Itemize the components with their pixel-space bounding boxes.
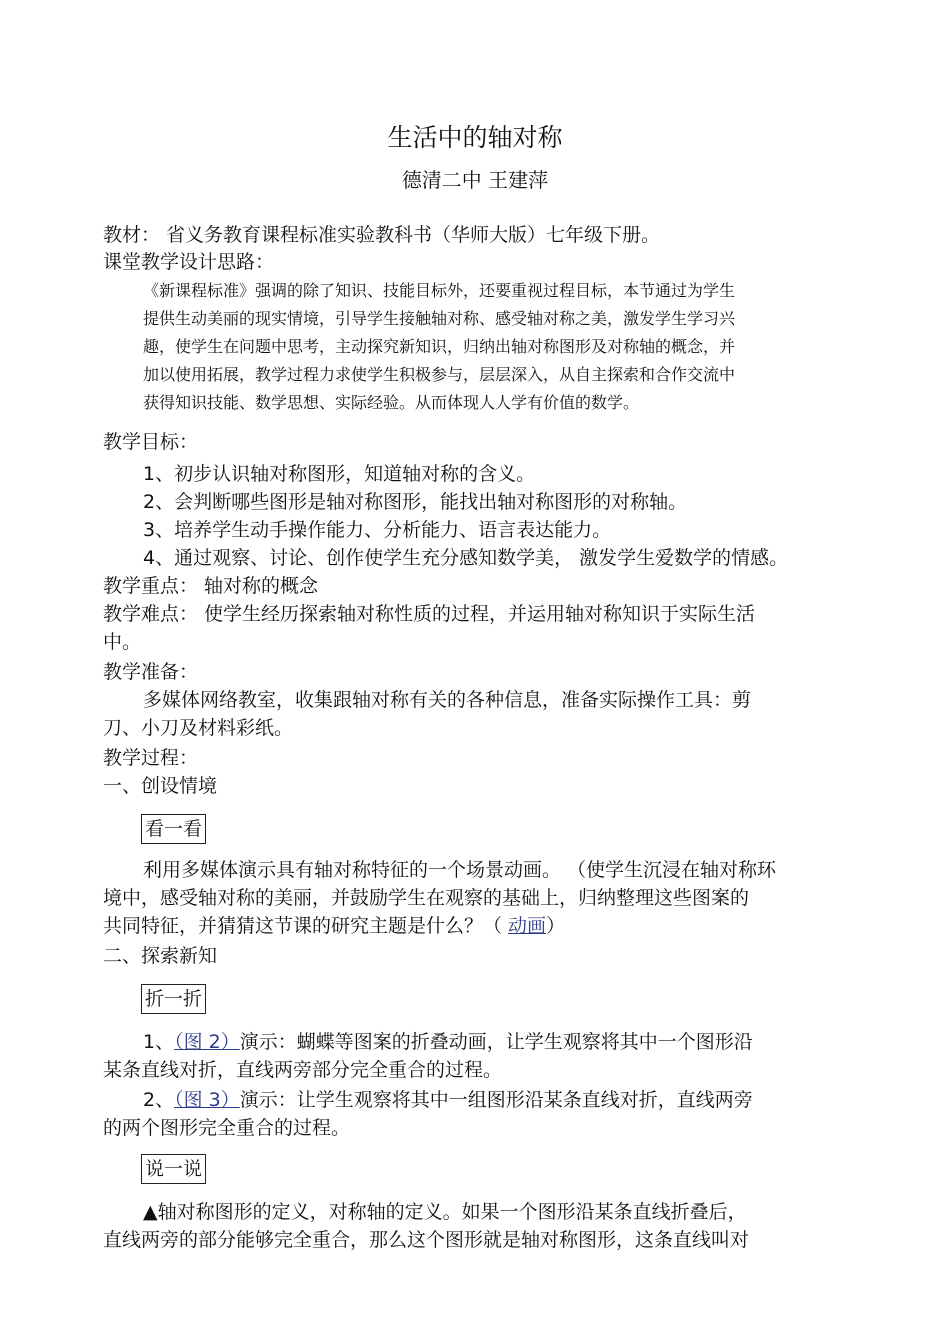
key-point: 教学重点： 轴对称的概念 — [103, 575, 319, 597]
prep-heading: 教学准备： — [103, 661, 199, 683]
textbook-line: 教材： 省义务教育课程标准实验教科书（华师大版）七年级下册。 — [103, 224, 661, 246]
section-heading: 二、探索新知 — [103, 945, 218, 967]
goals-heading: 教学目标： — [103, 431, 199, 453]
look-line — [103, 912, 565, 940]
goal-item: 2、会判断哪些图形是轴对称图形，能找出轴对称图形的对称轴。 — [143, 491, 688, 513]
fold-prefix: 2、 — [143, 1089, 175, 1111]
box-label-say: 说一说 — [141, 1154, 206, 1184]
prep-line: 多媒体网络教室，收集跟轴对称有关的各种信息，准备实际操作工具：剪 — [143, 689, 752, 711]
goal-item: 4、通过观察、讨论、创作使学生充分感知数学美， 激发学生爱数学的情感。 — [143, 547, 789, 569]
author-line: 德清二中 王建萍 — [401, 168, 549, 192]
fold-text: 演示：蝴蝶等图案的折叠动画，让学生观察将其中一个图形沿 — [239, 1031, 753, 1053]
design-line: 加以使用拓展，教学过程力求使学生积极参与，层层深入，从自主探索和合作交流中 — [143, 365, 736, 384]
fold-line — [143, 1086, 753, 1114]
fold-line: 某条直线对折，直线两旁部分完全重合的过程。 — [103, 1059, 503, 1081]
fold-line: 的两个图形完全重合的过程。 — [103, 1117, 351, 1139]
page-title: 生活中的轴对称 — [387, 123, 563, 152]
process-heading: 教学过程： — [103, 747, 199, 769]
design-line: 获得知识技能、数学思想、实际经验。从而体现人人学有价值的数学。 — [143, 393, 640, 412]
box-label-look: 看一看 — [141, 814, 206, 844]
box-label-fold: 折一折 — [141, 984, 206, 1014]
look-line: 境中，感受轴对称的美丽，并鼓励学生在观察的基础上，归纳整理这些图案的 — [103, 887, 750, 909]
design-line: 《新课程标准》强调的除了知识、技能目标外，还要重视过程目标，本节通过为学生 — [143, 281, 736, 300]
design-line: 趣，使学生在问题中思考，主动探究新知识，归纳出轴对称图形及对称轴的概念，并 — [143, 337, 736, 356]
look-line: 利用多媒体演示具有轴对称特征的一个场景动画。 （使学生沉浸在轴对称环 — [143, 859, 777, 881]
design-line: 提供生动美丽的现实情境，引导学生接触轴对称、感受轴对称之美，激发学生学习兴 — [143, 309, 736, 328]
animation-link[interactable]: 动画 — [508, 915, 547, 937]
difficulty-line: 中。 — [103, 631, 142, 653]
say-line: ▲轴对称图形的定义，对称轴的定义。如果一个图形沿某条直线折叠后， — [143, 1201, 747, 1223]
goal-item: 3、培养学生动手操作能力、分析能力、语言表达能力。 — [143, 519, 612, 541]
goal-item: 1、初步认识轴对称图形，知道轴对称的含义。 — [143, 463, 536, 485]
look-line-text: ） — [546, 915, 566, 937]
fold-text: 演示：让学生观察将其中一组图形沿某条直线对折，直线两旁 — [239, 1089, 753, 1111]
figure-3-link[interactable]: （图 3） — [174, 1089, 240, 1111]
difficulty-line: 教学难点： 使学生经历探索轴对称性质的过程，并运用轴对称知识于实际生活 — [103, 603, 756, 625]
fold-line — [143, 1028, 753, 1056]
design-heading: 课堂教学设计思路： — [103, 251, 275, 273]
prep-line: 刀、小刀及材料彩纸。 — [103, 717, 294, 739]
section-heading: 一、创设情境 — [103, 775, 218, 797]
figure-2-link[interactable]: （图 2） — [174, 1031, 240, 1053]
look-line-text: 共同特征，并猜猜这节课的研究主题是什么？（ — [103, 915, 509, 937]
fold-prefix: 1、 — [143, 1031, 175, 1053]
say-line: 直线两旁的部分能够完全重合，那么这个图形就是轴对称图形，这条直线叫对 — [103, 1229, 750, 1251]
